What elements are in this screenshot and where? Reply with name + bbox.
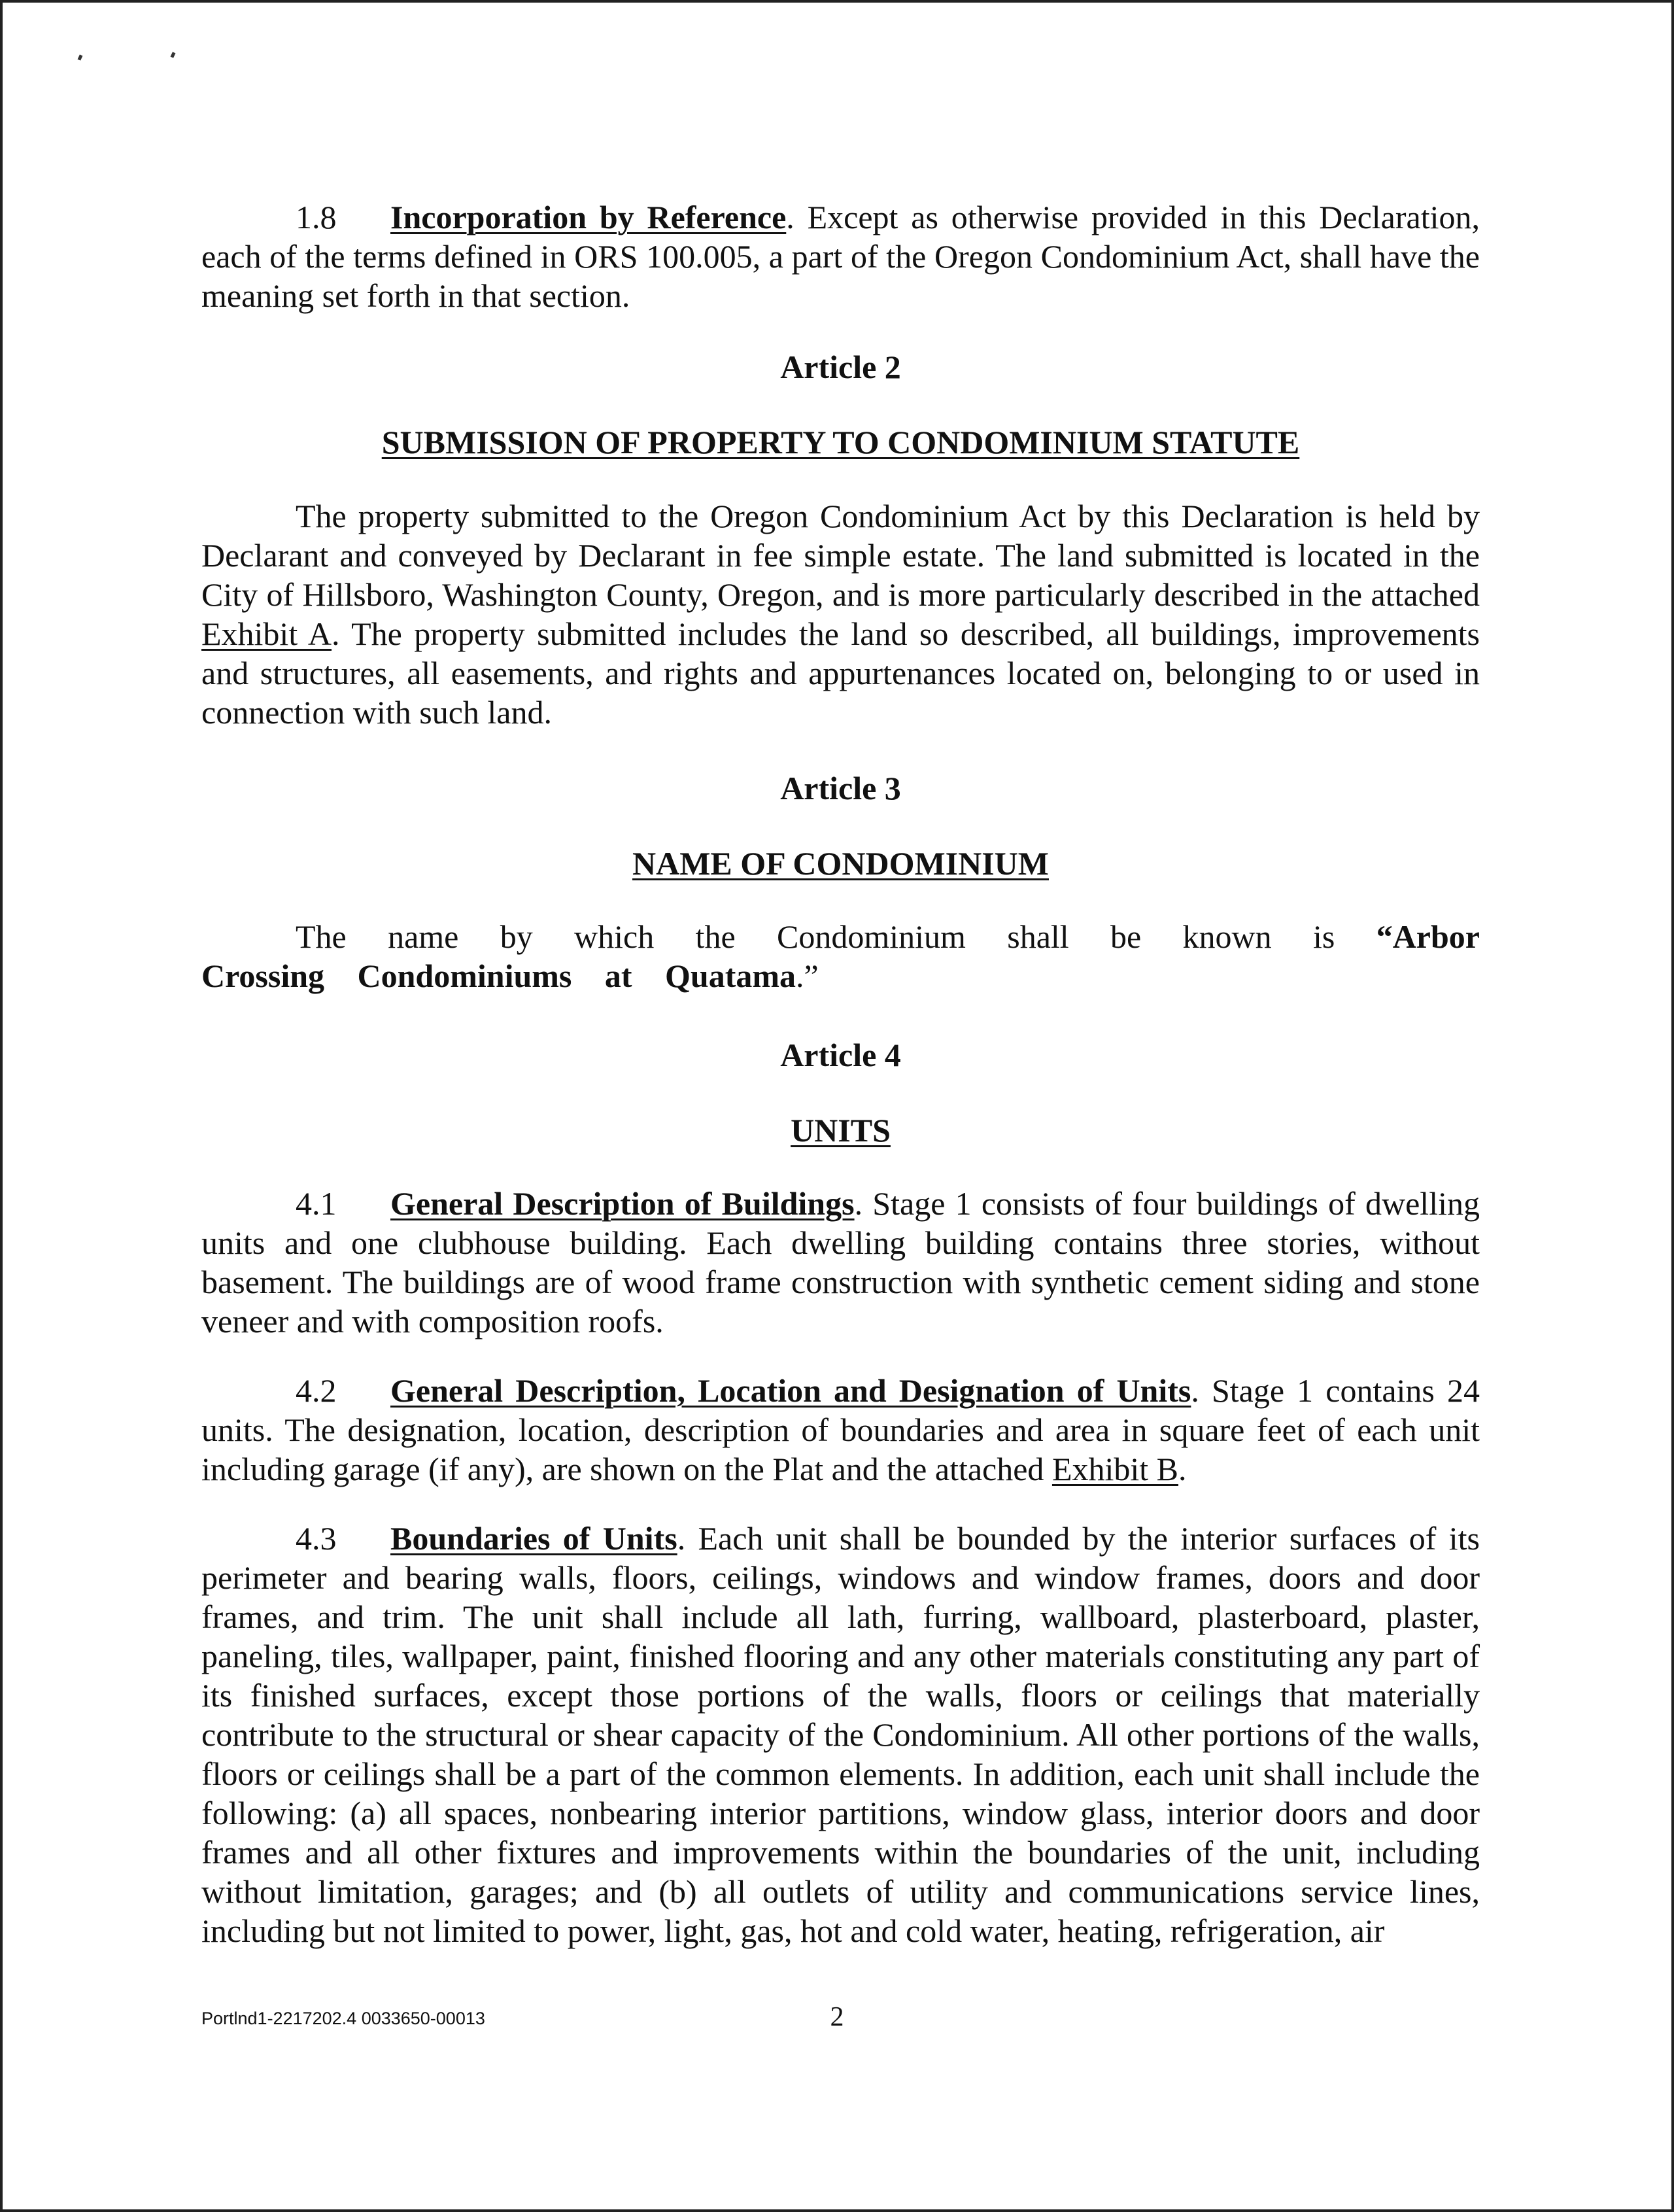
section-number: 4.3: [296, 1520, 337, 1557]
page-border-right: [1671, 0, 1674, 2212]
section-title: Boundaries of Units: [390, 1520, 677, 1557]
exhibit-a-reference: Exhibit A: [201, 615, 332, 652]
section-title: General Description of Buildings: [390, 1185, 855, 1222]
section-number: 4.1: [296, 1185, 337, 1222]
section-1-8-paragraph: [201, 198, 1480, 315]
scan-mark: [78, 54, 83, 60]
article-3-title: NAME OF CONDOMINIUM: [632, 845, 1049, 882]
page-number: 2: [830, 2002, 844, 2032]
section-4-1-paragraph: 4.1 General Description of Buildings. Stage 1 consists of four buildings of dwelling units and one clubhouse building. Each dwelling building contains three stories, without basement. The buildings are of wood frame construction with synthetic cement siding and stone veneer and with composition roofs.: [201, 1185, 1480, 1339]
article-3-paragraph: The name by which the Condominium shall be known is “Arbor Crossing Condominiums at Quatama.”: [201, 918, 1480, 994]
article-2-paragraph: The property submitted to the Oregon Condominium Act by this Declaration is held by Declarant and conveyed by Declarant in fee simple estate. The land submitted is located in the City of Hillsboro, Washington County, Oregon, and is more particularly described in the attached Exhibit A. The property submitted includes the land so described, all buildings, improvements and structures, all easements, and rights and appurtenances located on, belonging to or used in connection with such land.: [201, 498, 1480, 731]
section-4-3-paragraph: 4.3 Boundaries of Units. Each unit shall be bounded by the interior surfaces of its perimeter and bearing walls, floors, ceilings, windows and window frames, doors and door frames, and trim. The unit shall include all lath, furring, wallboard, plasterboard, plaster, paneling, tiles, wallpaper, paint, finished flooring and any other materials constituting any part of its finished surfaces, except those portions of the walls, floors or ceilings that materially contribute to the structural or shear capacity of the Condominium. All other portions of the walls, floors or ceilings shall be a part of the common elements. In addition, each unit shall include the following: (a) all spaces, nonbearing interior partitions, window glass, interior doors and door frames and all other fixtures and improvements within the boundaries of the unit, including without limitation, garages; and (b) all outlets of utility and communications service lines, including but not limited to power, light, gas, hot and cold water, heating, refrigeration, air: [201, 1520, 1480, 1949]
page-border-left: [0, 0, 3, 2212]
article-4-title: UNITS: [791, 1112, 891, 1149]
section-title: Incorporation by Reference: [390, 199, 787, 235]
exhibit-b-reference: Exhibit B: [1051, 1451, 1179, 1487]
section-number: 4.2: [296, 1372, 337, 1409]
article-2-label: Article 2: [780, 349, 901, 385]
scan-mark: [171, 52, 176, 58]
article-2-title: SUBMISSION OF PROPERTY TO CONDOMINIUM STATUTE: [381, 424, 1300, 460]
document-id: Portlnd1-2217202.4 0033650-00013: [201, 2009, 485, 2028]
section-number: 1.8: [296, 199, 337, 235]
section-4-2-paragraph: 4.2 General Description, Location and Designation of Units. Stage 1 contains 24 units. The designation, location, description of boundaries and area in square feet of each unit including garage (if any), are shown on the Plat and the attached Exhibit B.: [201, 1372, 1480, 1487]
page-border-bottom: [0, 2209, 1674, 2212]
article-4-label: Article 4: [780, 1037, 901, 1073]
article-3-label: Article 3: [780, 770, 901, 806]
page-border-top: [0, 0, 1674, 3]
condominium-name: “Arbor Crossing Condominiums at Quatama: [201, 918, 1480, 994]
section-title: General Description, Location and Designation of Units: [390, 1372, 1191, 1409]
section-text: . Except as otherwise provided in this Declaration, each of the terms defined in ORS 100.005, a part of the Oregon Condominium Act, shall have the meaning set forth in that section.: [201, 199, 1480, 314]
